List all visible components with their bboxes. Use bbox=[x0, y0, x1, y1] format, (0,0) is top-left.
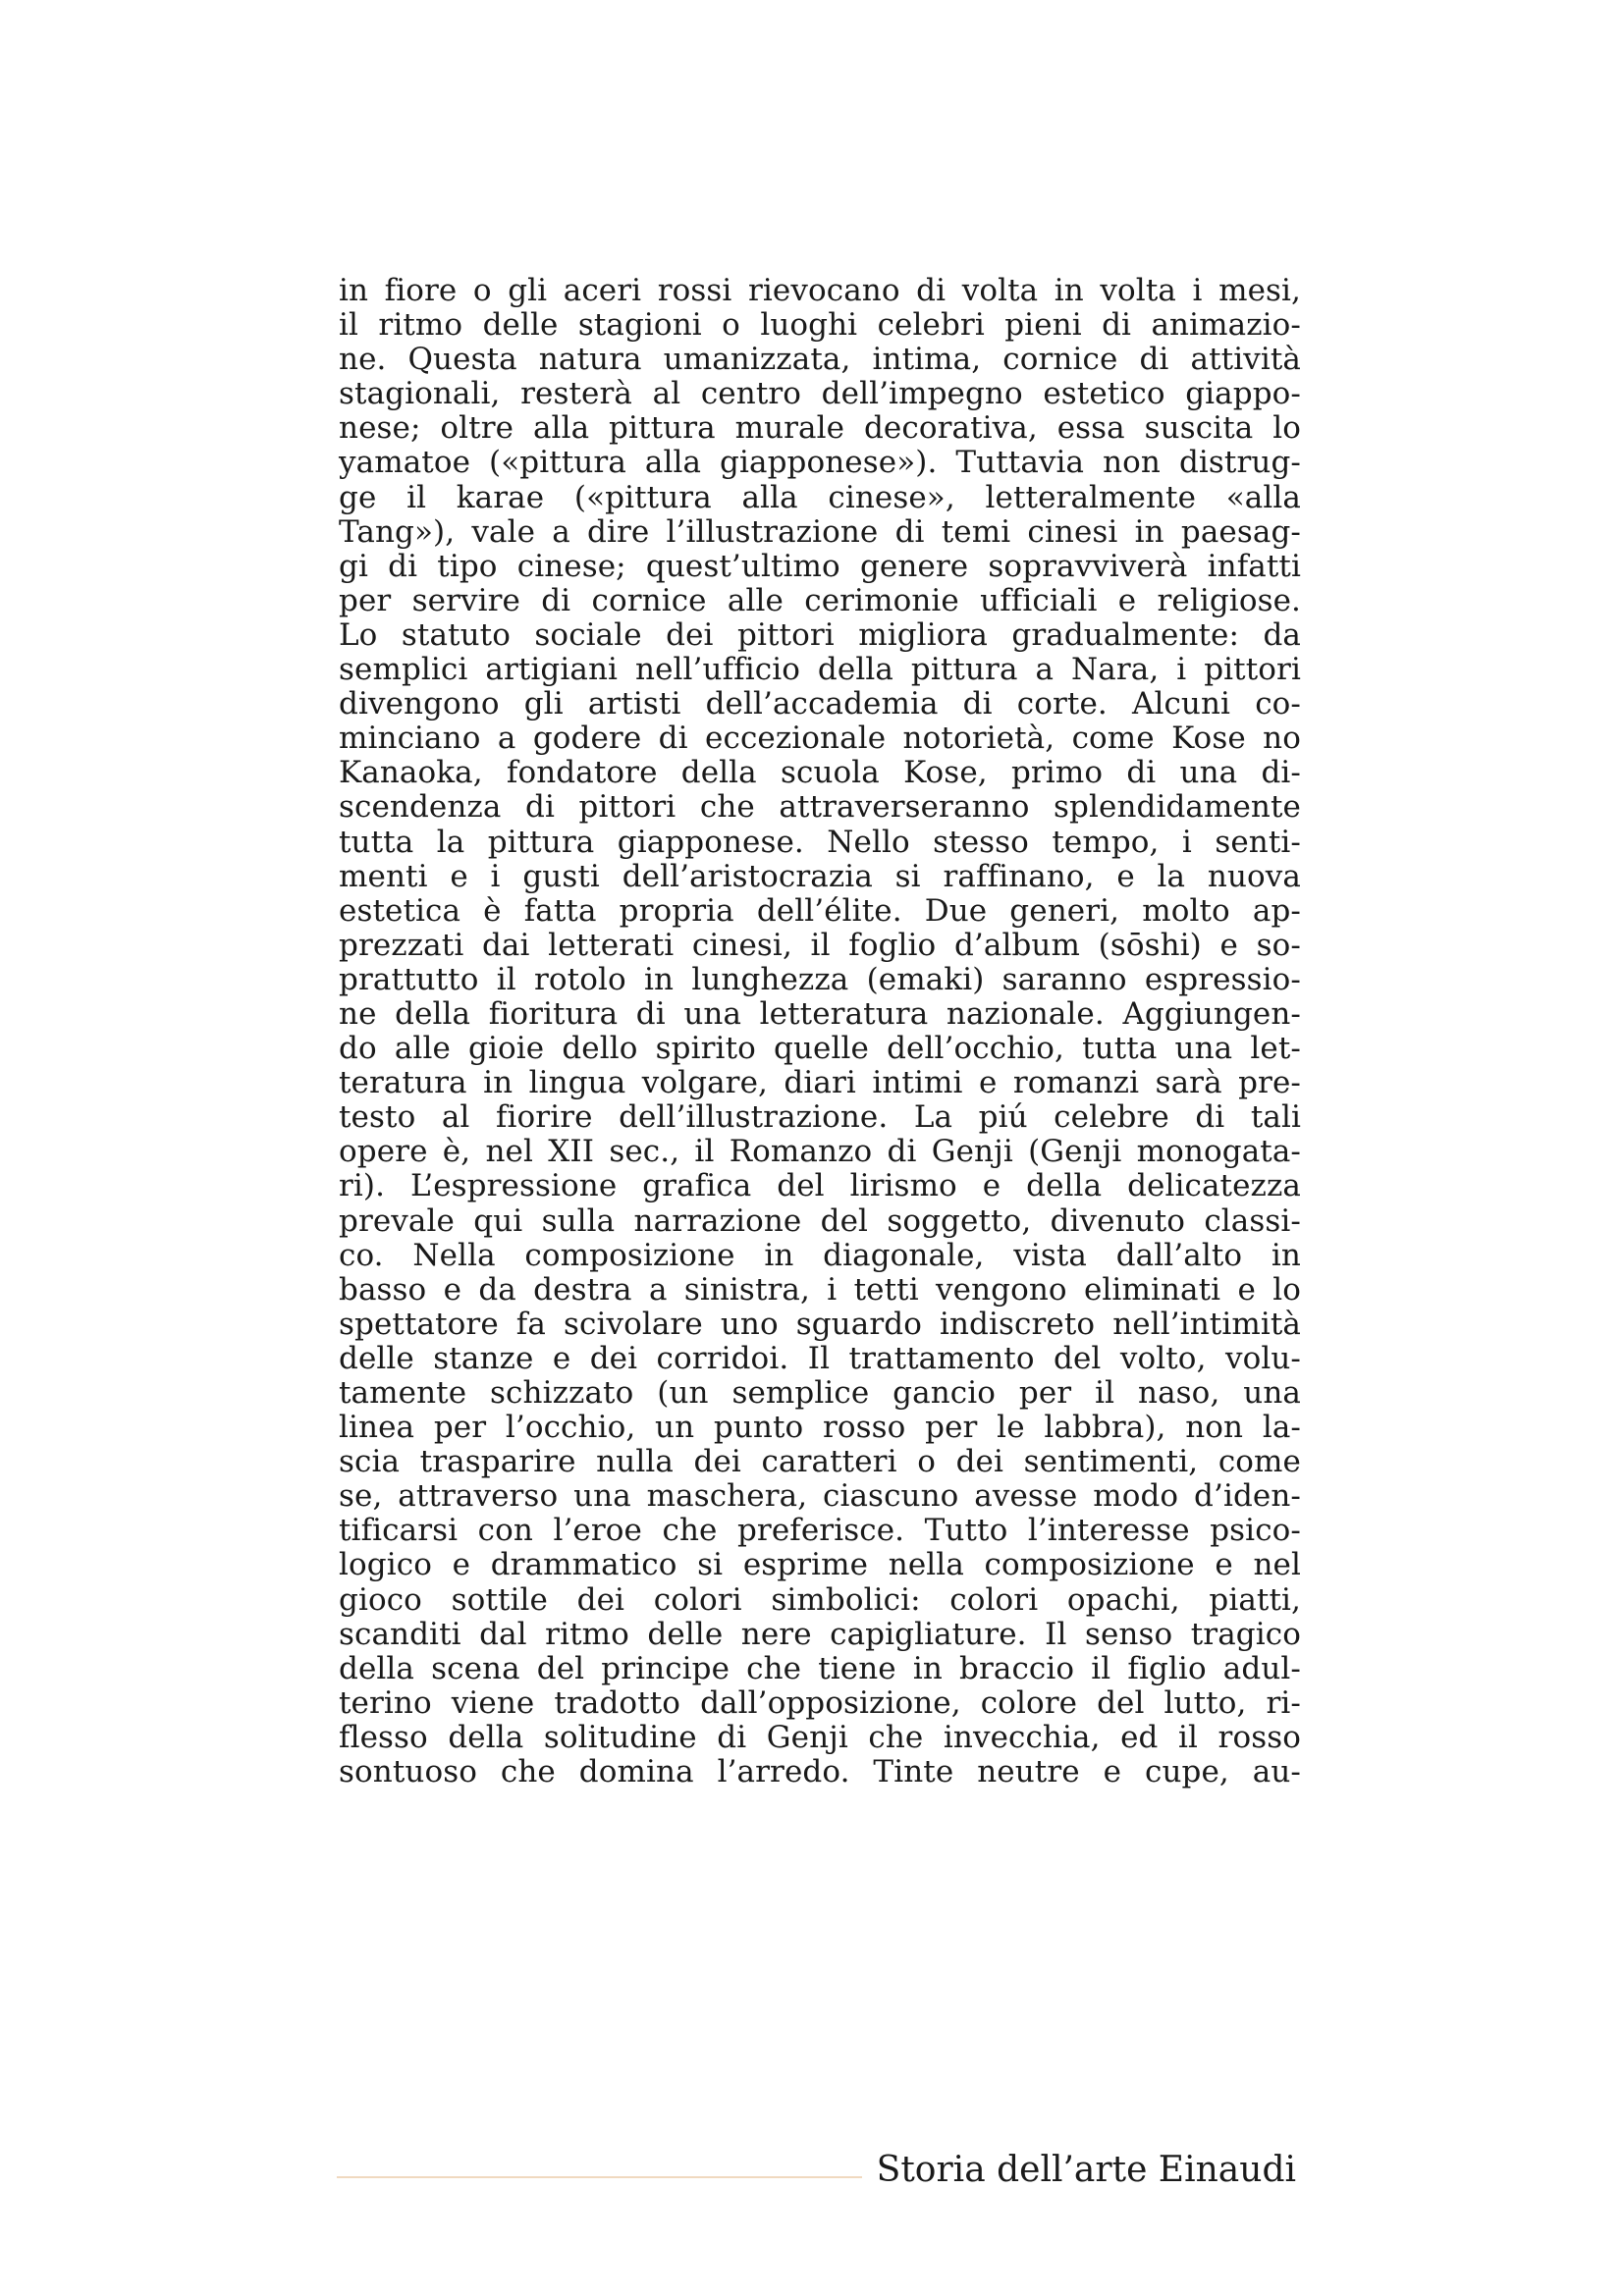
text-line: ne. Questa natura umanizzata, intima, cornice di attività bbox=[339, 342, 1301, 378]
text-line: in fiore o gli aceri rossi rievocano di volta in volta i mesi, bbox=[339, 273, 1301, 308]
footer-title: Storia dell’arte Einaudi bbox=[876, 2150, 1296, 2190]
text-line: gioco sottile dei colori simbolici: colori opachi, piatti, bbox=[339, 1581, 1301, 1618]
text-line: tutta la pittura giapponese. Nello stesso tempo, i senti- bbox=[339, 824, 1301, 860]
text-line: sontuoso che domina l’arredo. Tinte neutre e cupe, au- bbox=[339, 1754, 1301, 1790]
text-line: Tang»), vale a dire l’illustrazione di temi cinesi in paesag- bbox=[339, 513, 1301, 550]
text-line: linea per l’occhio, un punto rosso per le labbra), non la- bbox=[339, 1410, 1301, 1446]
text-line: do alle gioie dello spirito quelle dell’occhio, tutta una let- bbox=[339, 1031, 1301, 1067]
footer-rule bbox=[337, 2176, 862, 2178]
text-line: stagionali, resterà al centro dell’impegno estetico giappo- bbox=[339, 376, 1301, 412]
text-line: flesso della solitudine di Genji che invecchia, ed il rosso bbox=[339, 1719, 1301, 1755]
text-line: prezzati dai letterati cinesi, il foglio d’album (sōshi) e so- bbox=[339, 927, 1301, 963]
text-line: scia trasparire nulla dei caratteri o dei sentimenti, come bbox=[339, 1444, 1301, 1480]
text-line: ge il karae («pittura alla cinese», letteralmente «alla bbox=[339, 479, 1301, 515]
text-line: Kanaoka, fondatore della scuola Kose, primo di una di- bbox=[339, 755, 1301, 791]
text-line: se, attraverso una maschera, ciascuno avesse modo d’iden- bbox=[339, 1478, 1301, 1515]
text-line: teratura in lingua volgare, diari intimi e romanzi sarà pre- bbox=[339, 1065, 1301, 1101]
text-line: co. Nella composizione in diagonale, vista dall’alto in bbox=[339, 1237, 1301, 1273]
text-line: il ritmo delle stagioni o luoghi celebri pieni di animazio- bbox=[339, 307, 1301, 344]
text-line: basso e da destra a sinistra, i tetti vengono eliminati e lo bbox=[339, 1271, 1301, 1308]
text-line: divengono gli artisti dell’accademia di corte. Alcuni co- bbox=[339, 686, 1301, 722]
text-line: prevale qui sulla narrazione del soggetto, divenuto classi- bbox=[339, 1202, 1301, 1239]
text-line: ne della fioritura di una letteratura nazionale. Aggiungen- bbox=[339, 995, 1301, 1032]
text-line: della scena del principe che tiene in braccio il figlio adul- bbox=[339, 1650, 1301, 1686]
text-line: spettatore fa scivolare uno sguardo indiscreto nell’intimità bbox=[339, 1306, 1301, 1342]
text-line: opere è, nel XII sec., il Romanzo di Genji (Genji monogata- bbox=[339, 1134, 1301, 1170]
text-line: per servire di cornice alle cerimonie ufficiali e religiose. bbox=[339, 582, 1301, 618]
text-line: estetica è fatta propria dell’élite. Due generi, molto ap- bbox=[339, 892, 1301, 929]
text-line: logico e drammatico si esprime nella composizione e nel bbox=[339, 1547, 1301, 1583]
text-line: prattutto il rotolo in lunghezza (emaki) saranno espressio- bbox=[339, 961, 1301, 997]
text-line: minciano a godere di eccezionale notorietà, come Kose no bbox=[339, 721, 1301, 757]
text-line: terino viene tradotto dall’opposizione, colore del lutto, ri- bbox=[339, 1684, 1301, 1721]
text-line: gi di tipo cinese; quest’ultimo genere sopravviverà infatti bbox=[339, 548, 1301, 584]
text-line: yamatoe («pittura alla giapponese»). Tuttavia non distrug- bbox=[339, 445, 1301, 481]
text-line: scanditi dal ritmo delle nere capigliature. Il senso tragico bbox=[339, 1616, 1301, 1652]
text-line: tificarsi con l’eroe che preferisce. Tutto l’interesse psico- bbox=[339, 1513, 1301, 1549]
text-line: delle stanze e dei corridoi. Il trattamento del volto, volu- bbox=[339, 1340, 1301, 1376]
text-line: Lo statuto sociale dei pittori migliora gradualmente: da bbox=[339, 616, 1301, 653]
body-text bbox=[339, 274, 1301, 1789]
text-line: menti e i gusti dell’aristocrazia si raffinano, e la nuova bbox=[339, 858, 1301, 894]
text-line: semplici artigiani nell’ufficio della pittura a Nara, i pittori bbox=[339, 652, 1301, 688]
text-line: ri). L’espressione grafica del lirismo e della delicatezza bbox=[339, 1168, 1301, 1204]
text-line: testo al fiorire dell’illustrazione. La piú celebre di tali bbox=[339, 1099, 1301, 1136]
text-line: nese; oltre alla pittura murale decorativa, essa suscita lo bbox=[339, 410, 1301, 447]
text-line: tamente schizzato (un semplice gancio per il naso, una bbox=[339, 1375, 1301, 1411]
text-line: scendenza di pittori che attraverseranno splendidamente bbox=[339, 789, 1301, 826]
